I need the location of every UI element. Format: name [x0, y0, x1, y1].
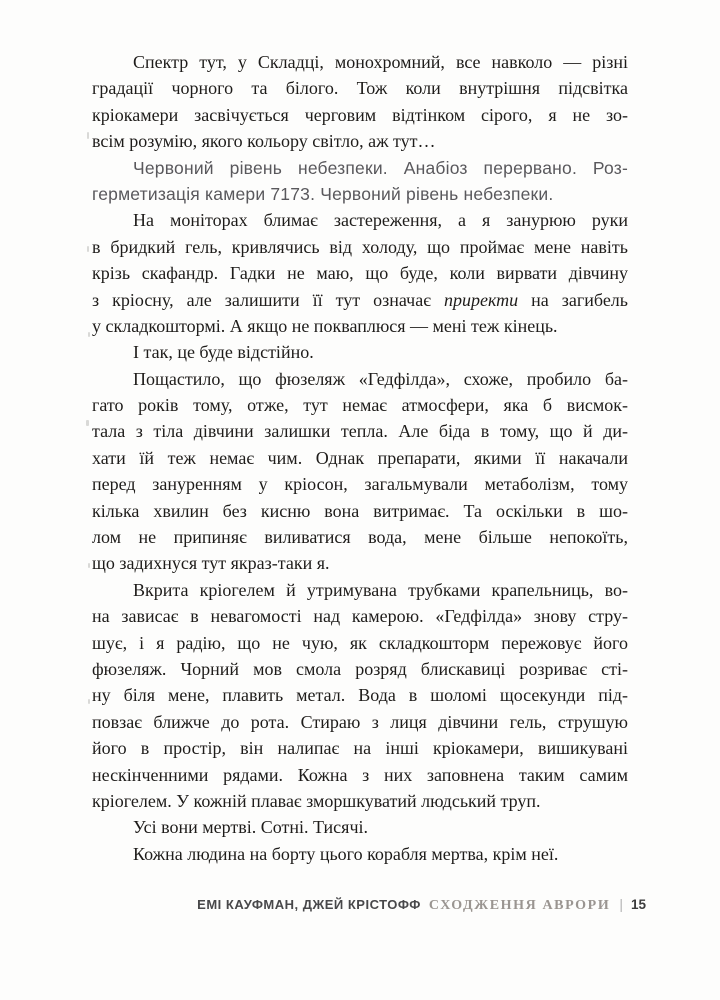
text-line: лом не припиняє виливатися вода, мене більше непокоїть,	[92, 527, 628, 548]
text-line: в бридкий гель, кривлячись від холоду, що проймає мене навіть	[92, 236, 628, 257]
text-line: На моніторах блимає застереження, а я занурюю руки	[133, 210, 628, 231]
text-line: І так, це буде відстійно.	[133, 342, 314, 363]
paragraph	[92, 841, 628, 867]
text-line: кріогелем. У кожній плаває зморшкуватий людський труп.	[92, 790, 541, 811]
page-number: 15	[630, 897, 646, 912]
text-line: шує, і я радію, що не чую, як складкошторм пережовує його	[92, 632, 628, 653]
scan-speck	[88, 699, 90, 704]
text-line: фюзеляж. Чорний мов смола розряд блискавиці розриває сті-	[92, 658, 628, 679]
text-line: з кріосну, але залишити її тут означає приректи на загибель	[92, 289, 628, 310]
text-line: Вкрита кріогелем й утримувана трубками крапельниць, во-	[133, 579, 628, 600]
page-text	[92, 49, 628, 867]
paragraph	[92, 814, 628, 840]
text-line: тала з тіла дівчини залишки тепла. Але біда в тому, що й ди-	[92, 421, 628, 442]
scan-speck	[87, 132, 89, 139]
scan-speck	[87, 246, 89, 252]
text-line: градації чорного та білого. Тож коли внутрішня підсвітка	[92, 78, 628, 99]
text-line: крізь скафандр. Гадки не маю, що буде, коли вирвати дівчину	[92, 263, 628, 284]
text-line: Усі вони мертві. Сотні. Тисячі.	[133, 817, 368, 838]
scan-speck	[88, 332, 90, 337]
text-line: всім розумію, якого кольору світло, аж тут…	[92, 131, 436, 152]
footer-divider-bar: |	[619, 896, 623, 912]
text-line: Кожна людина на борту цього корабля мертва, крім неї.	[133, 843, 559, 864]
paragraph	[92, 207, 628, 339]
text-line: кріокамери засвічується черговим відтінком сірого, я не зо-	[92, 104, 628, 125]
scan-speck	[88, 563, 90, 568]
scan-speck	[86, 420, 89, 426]
footer-authors: ЕМІ КАУФМАН, ДЖЕЙ КРІСТОФФ	[197, 897, 421, 912]
paragraph	[92, 366, 628, 577]
text-line: кілька хвилин без кисню вона витримає. Та оскільки в шо-	[92, 500, 628, 521]
text-line: Пощастило, що фюзеляж «Гедфілда», схоже, пробило ба-	[133, 368, 628, 389]
text-line: Спектр тут, у Складці, монохромний, все навколо — різні	[133, 52, 628, 72]
paragraph	[92, 339, 628, 365]
text-line: герметизація камери 7173. Червоний рівень небезпеки.	[92, 183, 554, 204]
text-line: повзає ближче до рота. Стираю з лиця дівчини гель, струшую	[92, 711, 628, 732]
footer-book-title: СХОДЖЕННЯ АВРОРИ	[428, 898, 611, 913]
alert-paragraph	[92, 155, 628, 208]
text-line: ну біля мене, плавить метал. Вода в шоломі щосекунди під-	[92, 685, 628, 706]
text-line: гато років тому, отже, тут немає атмосфери, яка б висмок-	[92, 395, 628, 416]
text-line: хати їй теж немає чим. Однак препарати, якими її накачали	[92, 447, 628, 468]
text-line: нескінченними рядами. Кожна з них заповнена таким самим	[92, 764, 628, 785]
text-line: Червоний рівень небезпеки. Анабіоз перервано. Роз-	[133, 157, 628, 178]
text-line: на зависає в невагомості над камерою. «Гедфілда» знову стру-	[92, 606, 628, 627]
paragraph	[92, 577, 628, 815]
text-line: його в простір, він налипає на інші кріокамери, вишикувані	[92, 738, 628, 759]
text-line: що задихнуся тут якраз-таки я.	[92, 553, 330, 574]
page-footer	[197, 896, 646, 914]
paragraph	[92, 49, 628, 155]
text-line: перед зануренням у кріосон, загальмували метаболізм, тому	[92, 474, 628, 495]
text-line: у складкоштормі. А якщо не покваплюся — мені теж кінець.	[92, 315, 558, 336]
